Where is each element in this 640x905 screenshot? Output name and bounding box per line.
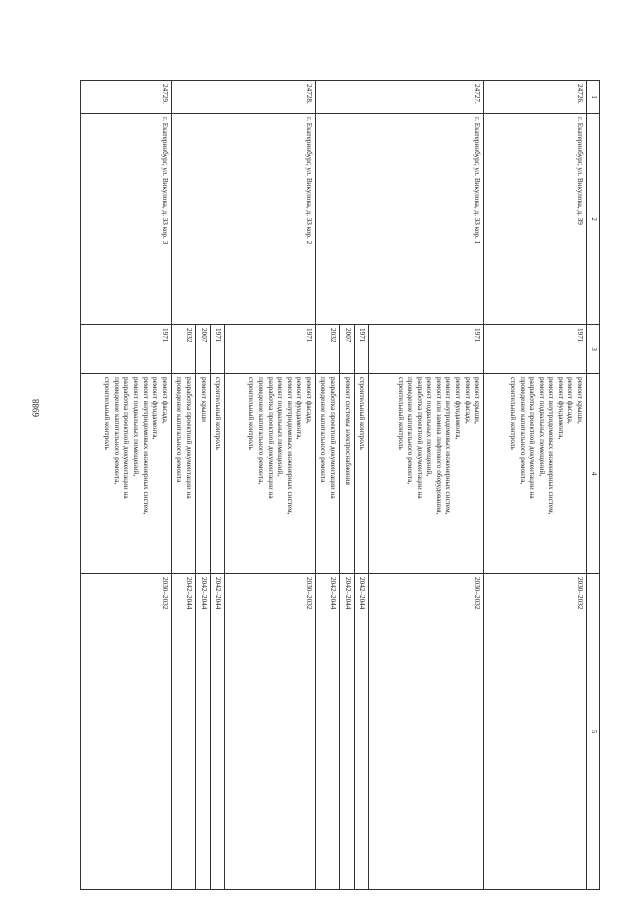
header-col-1: 1 bbox=[587, 81, 600, 114]
header-col-5: 5 bbox=[587, 574, 600, 890]
subrow-works: ремонт крыши bbox=[195, 374, 210, 574]
capital-repair-table bbox=[80, 80, 600, 890]
subrow-year: 1971 bbox=[210, 325, 225, 374]
subrow-works: строительный контроль bbox=[210, 374, 225, 574]
table-row bbox=[484, 81, 587, 890]
header-col-4: 4 bbox=[587, 374, 600, 574]
row-address: г. Екатеринбург, ул. Викулова, д. 33 кор. 2 bbox=[171, 114, 315, 325]
subrow-period: 2042–2044 bbox=[340, 574, 355, 890]
header-col-2: 2 bbox=[587, 114, 600, 325]
row-works: ремонт фасада, ремонт фундамента, ремонт внутридомовых инженерных систем, ремонт подвальных помещений, разработка проектной документации на проведение капитального ремонта, строительный контроль bbox=[225, 374, 316, 574]
header-row bbox=[587, 81, 600, 890]
table-row bbox=[369, 81, 484, 890]
row-year: 1971 bbox=[484, 325, 587, 374]
row-year: 1971 bbox=[81, 325, 172, 374]
table-row bbox=[225, 81, 316, 890]
row-number: 24729. bbox=[81, 81, 172, 114]
page-number: 6988 bbox=[31, 399, 41, 417]
row-period: 2030–2032 bbox=[484, 574, 587, 890]
row-works: ремонт крыши, ремонт фасада, ремонт фундамента, ремонт внутридомовых инженерных систем, ремонт подвальных помещений, разработка проектной документации на проведение капитального ремонта, строительный контроль bbox=[484, 374, 587, 574]
subrow-works: разработка проектной документации на проведение капитального ремонта bbox=[315, 374, 339, 574]
subrow-period: 2042–2044 bbox=[195, 574, 210, 890]
row-works: ремонт фасада, ремонт фундамента, ремонт внутридомовых инженерных систем, ремонт подвальных помещений, разработка проектной документации на проведение капитального ремонта, строительный контроль bbox=[81, 374, 172, 574]
subrow-year: 2007 bbox=[195, 325, 210, 374]
subrow-year: 2032 bbox=[171, 325, 195, 374]
row-period: 2030–2032 bbox=[369, 574, 484, 890]
row-year: 1971 bbox=[369, 325, 484, 374]
subrow-year: 2007 bbox=[340, 325, 355, 374]
row-address: г. Екатеринбург, ул. Викулова, д. 33 кор. 3 bbox=[81, 114, 172, 325]
subrow-period: 2042–2044 bbox=[171, 574, 195, 890]
row-number: 24726. bbox=[484, 81, 587, 114]
table-row bbox=[81, 81, 172, 890]
row-year: 1971 bbox=[225, 325, 316, 374]
row-number: 24728. bbox=[171, 81, 315, 114]
subrow-year: 1971 bbox=[354, 325, 369, 374]
row-works: ремонт крыши, ремонт фасада, ремонт фундамента, ремонт внутридомовых инженерных систем, ремонт или замена лифтового оборудования, ремонт подвальных помещений, разработка проектной документации на проведение капитального ремонта, строительный контроль bbox=[369, 374, 484, 574]
header-col-3: 3 bbox=[587, 325, 600, 374]
subrow-period: 2042–2044 bbox=[315, 574, 339, 890]
row-address: г. Екатеринбург, ул. Викулова, д. 39 bbox=[484, 114, 587, 325]
subrow-year: 2032 bbox=[315, 325, 339, 374]
row-number: 24727. bbox=[315, 81, 483, 114]
row-period: 2030–2032 bbox=[225, 574, 316, 890]
subrow-period: 2042–2044 bbox=[354, 574, 369, 890]
subrow-period: 2042–2044 bbox=[210, 574, 225, 890]
row-address: г. Екатеринбург, ул. Викулова, д. 33 кор. 1 bbox=[315, 114, 483, 325]
subrow-works: строительный контроль bbox=[354, 374, 369, 574]
subrow-works: разработка проектной документации на проведение капитального ремонта bbox=[171, 374, 195, 574]
row-period: 2030–2032 bbox=[81, 574, 172, 890]
subrow-works: ремонт системы электроснабжения bbox=[340, 374, 355, 574]
